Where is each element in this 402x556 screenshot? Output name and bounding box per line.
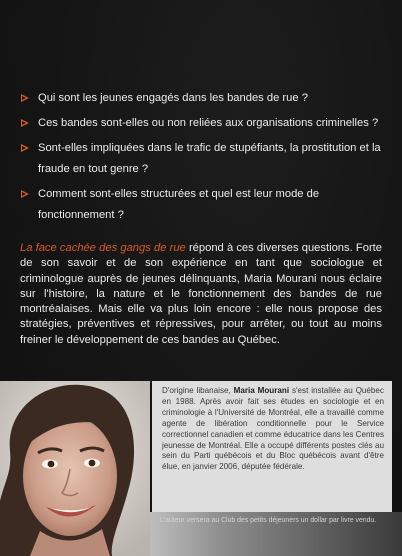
triangle-bullet-icon [21, 144, 29, 152]
author-portrait-image [0, 381, 150, 556]
intro-paragraph [20, 241, 382, 348]
author-name: Maria Mourani [233, 386, 290, 395]
author-bio [152, 381, 392, 512]
question-text: Comment sont-elles structurées et quel est leur mode de fonctionnement ? [38, 188, 320, 221]
footnote: L'auteur versera au Club des petits déjeuners un dollar par livre vendu. [160, 517, 377, 524]
question-text: Sont-elles impliquées dans le trafic de stupéfiants, la prostitution et la fraude en tout genre ? [38, 142, 381, 175]
question-item [20, 184, 390, 226]
book-title: La face cachée des gangs de rue [20, 242, 186, 254]
question-item [20, 88, 390, 109]
question-item [20, 113, 390, 134]
triangle-bullet-icon [21, 94, 29, 102]
bio-prefix: D'origine libanaise, [162, 386, 234, 395]
question-text: Ces bandes sont-elles ou non reliées aux organisations criminelles ? [38, 117, 379, 129]
triangle-bullet-icon [21, 119, 29, 127]
bio-text: s'est installée au Québec en 1988. Après avoir fait ses études en sociologie et en criminologie à l'Université de Montréal, elle a travaillé comme agente de libération conditionnelle pour le Service correctionnel canadien et comme éducatrice dans les Centres jeunesse de Montréal. Elle a occupé différents postes clés au sein du Parti québécois et du Bloc québécois avant d'être élue, en janvier 2006, députée fédérale. [162, 386, 384, 472]
triangle-bullet-icon [21, 190, 29, 198]
question-item [20, 138, 390, 180]
intro-text: répond à ces diverses questions. Forte de son savoir et de son expérience en tant que sociologue et criminologue auprès de jeunes délinquants, Maria Mourani nous éclaire sur l'histoire, la nature et le fonctionnement des bandes de rue montréalaises. Mais elle va plus loin encore : elle nous propose des stratégies, préventives et répressives, pour arrêter, ou tout au moins freiner le développement de ces bandes au Québec. [20, 242, 382, 346]
author-photo [0, 381, 150, 556]
author-section [0, 381, 402, 556]
question-list [20, 88, 390, 230]
question-text: Qui sont les jeunes engagés dans les bandes de rue ? [38, 92, 308, 104]
